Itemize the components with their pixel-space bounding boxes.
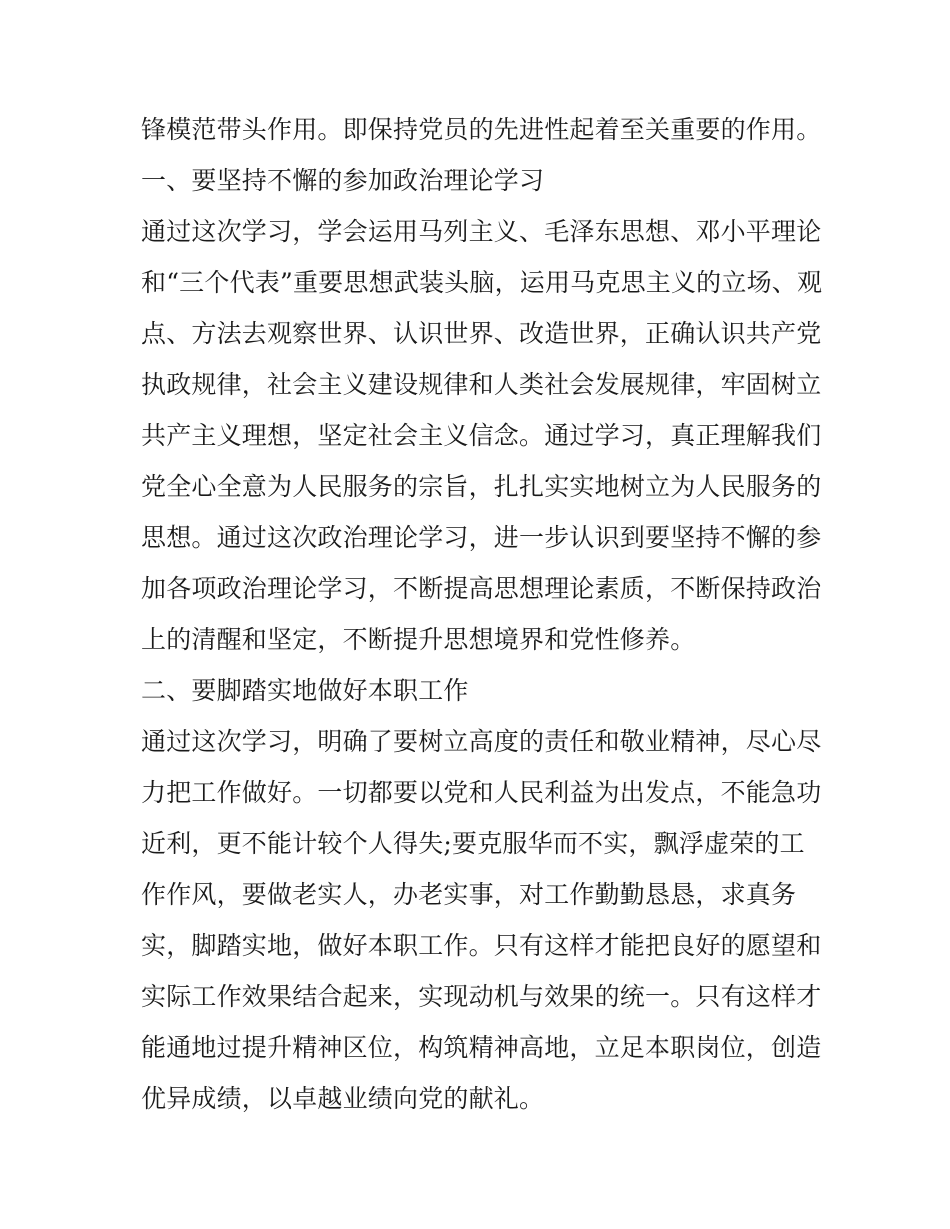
- text-line: 实，脚踏实地，做好本职工作。只有这样才能把良好的愿望和: [141, 931, 822, 960]
- text-line: 党全心全意为人民服务的宗旨，扎扎实实地树立为人民服务的: [141, 472, 822, 501]
- text-line: 共产主义理想，坚定社会主义信念。通过学习，真正理解我们: [141, 421, 822, 450]
- text-line: 近利，更不能计较个人得失;要克服华而不实，飘浮虚荣的工: [141, 829, 805, 858]
- document-body: [141, 104, 821, 1124]
- text-line: 作作风，要做老实人，办老实事，对工作勤勤恳恳，求真务: [141, 880, 797, 909]
- text-line: 优异成绩，以卓越业绩向党的献礼。: [141, 1084, 545, 1113]
- text-line: 能通地过提升精神区位，构筑精神高地，立足本职岗位，创造: [141, 1033, 822, 1062]
- text-line: 加各项政治理论学习，不断提高思想理论素质，不断保持政治: [141, 574, 822, 603]
- text-line: 实际工作效果结合起来，实现动机与效果的统一。只有这样才: [141, 982, 822, 1011]
- text-line: 上的清醒和坚定，不断提升思想境界和党性修养。: [141, 625, 696, 654]
- section-heading: 一、要坚持不懈的参加政治理论学习: [141, 166, 545, 195]
- text-line: 和“三个代表”重要思想武装头脑，运用马克思主义的立场、观: [141, 268, 823, 297]
- text-line: 通过这次学习，学会运用马列主义、毛泽东思想、邓小平理论: [141, 217, 822, 246]
- text-line: 锋模范带头作用。即保持党员的先进性起着至关重要的作用。: [141, 115, 822, 144]
- text-line: 力把工作做好。一切都要以党和人民利益为出发点，不能急功: [141, 778, 822, 807]
- text-line: 通过这次学习，明确了要树立高度的责任和敬业精神，尽心尽: [141, 727, 822, 756]
- section-heading: 二、要脚踏实地做好本职工作: [141, 676, 469, 705]
- text-line: 点、方法去观察世界、认识世界、改造世界，正确认识共产党: [141, 319, 822, 348]
- text-line: 执政规律，社会主义建设规律和人类社会发展规律，牢固树立: [141, 370, 822, 399]
- text-line: 思想。通过这次政治理论学习，进一步认识到要坚持不懈的参: [141, 523, 822, 552]
